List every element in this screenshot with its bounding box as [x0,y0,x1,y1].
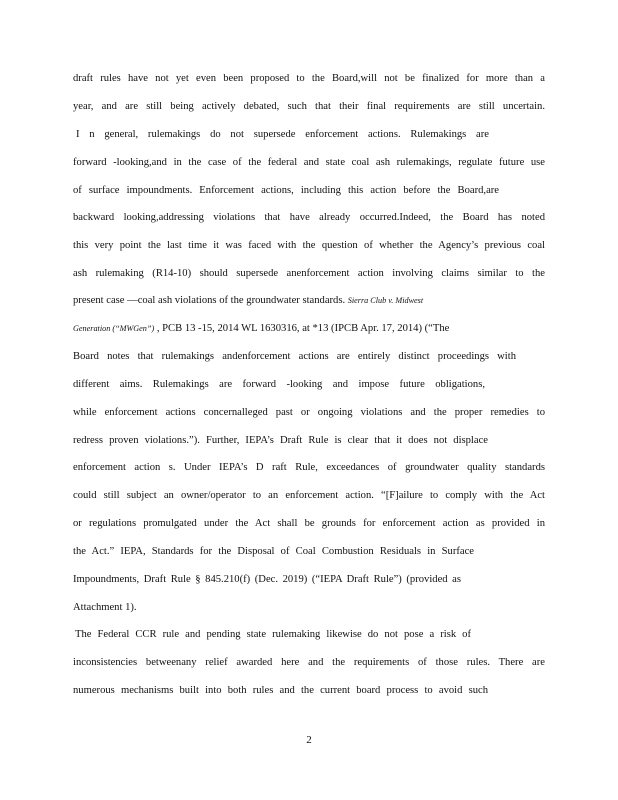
body-line-16: could still subject an owner/operator to an enforcement action. “[F]ailure to comply with the Act [73,490,545,501]
body-line-9-text: present case —coal ash violations of the groundwater standards. [73,295,346,306]
body-line-11: Board notes that rulemakings andenforcement actions are entirely distinct proceedings with [73,351,516,362]
citation-sierra-club: Sierra Club v. Midwest [347,296,424,305]
body-line-9 [73,294,545,308]
body-line-21: The Federal CCR rule and pending state rulemaking likewise do not pose a risk of [75,629,471,640]
body-line-12: different aims. Rulemakings are forward -looking and impose future obligations, [73,379,485,390]
body-line-8: ash rulemaking (R14-10) should supersede anenforcement action involving claims similar to the [73,268,545,279]
page-number: 2 [306,734,312,746]
body-line-5: of surface impoundments. Enforcement actions, including this action before the Board,are [73,185,499,196]
body-line-14: redress proven violations.”). Further, IEPA’s Draft Rule is clear that it does not displace [73,435,488,446]
body-line-10 [73,322,545,336]
body-line-15: enforcement action s. Under IEPA’s D raft Rule, exceedances of groundwater quality standards [73,462,545,473]
body-line-4: forward -looking,and in the case of the federal and state coal ash rulemakings, regulate future use [73,157,545,168]
body-line-6: backward looking,addressing violations that have already occurred.Indeed, the Board has noted [73,212,545,223]
body-line-13: while enforcement actions concernalleged past or ongoing violations and the proper remedies to [73,407,545,418]
citation-reporter: , PCB 13 -15, 2014 WL 1630316, at *13 (IPCB Apr. 17, 2014) (“The [156,323,450,334]
body-line-1: draft rules have not yet even been proposed to the Board,will not be finalized for more than a [73,73,545,84]
body-line-22: inconsistencies betweenany relief awarded here and the requirements of those rules. There are [73,657,545,668]
body-line-7: this very point the last time it was faced with the question of whether the Agency’s previous coal [73,240,545,251]
body-line-20: Attachment 1). [73,602,137,613]
body-line-17: or regulations promulgated under the Act shall be grounds for enforcement action as provided in [73,518,545,529]
body-line-2: year, and are still being actively debated, such that their final requirements are still uncertain. [73,101,545,112]
citation-generation: Generation (“MWGen”) [73,324,155,333]
body-line-18: the Act.” IEPA, Standards for the Disposal of Coal Combustion Residuals in Surface [73,546,474,557]
body-line-19: Impoundments, Draft Rule § 845.210(f) (Dec. 2019) (“IEPA Draft Rule”) (provided as [73,574,461,585]
body-line-3: I n general, rulemakings do not supersede enforcement actions. Rulemakings are [76,129,489,140]
body-line-23: numerous mechanisms built into both rules and the current board process to avoid such [73,685,488,696]
